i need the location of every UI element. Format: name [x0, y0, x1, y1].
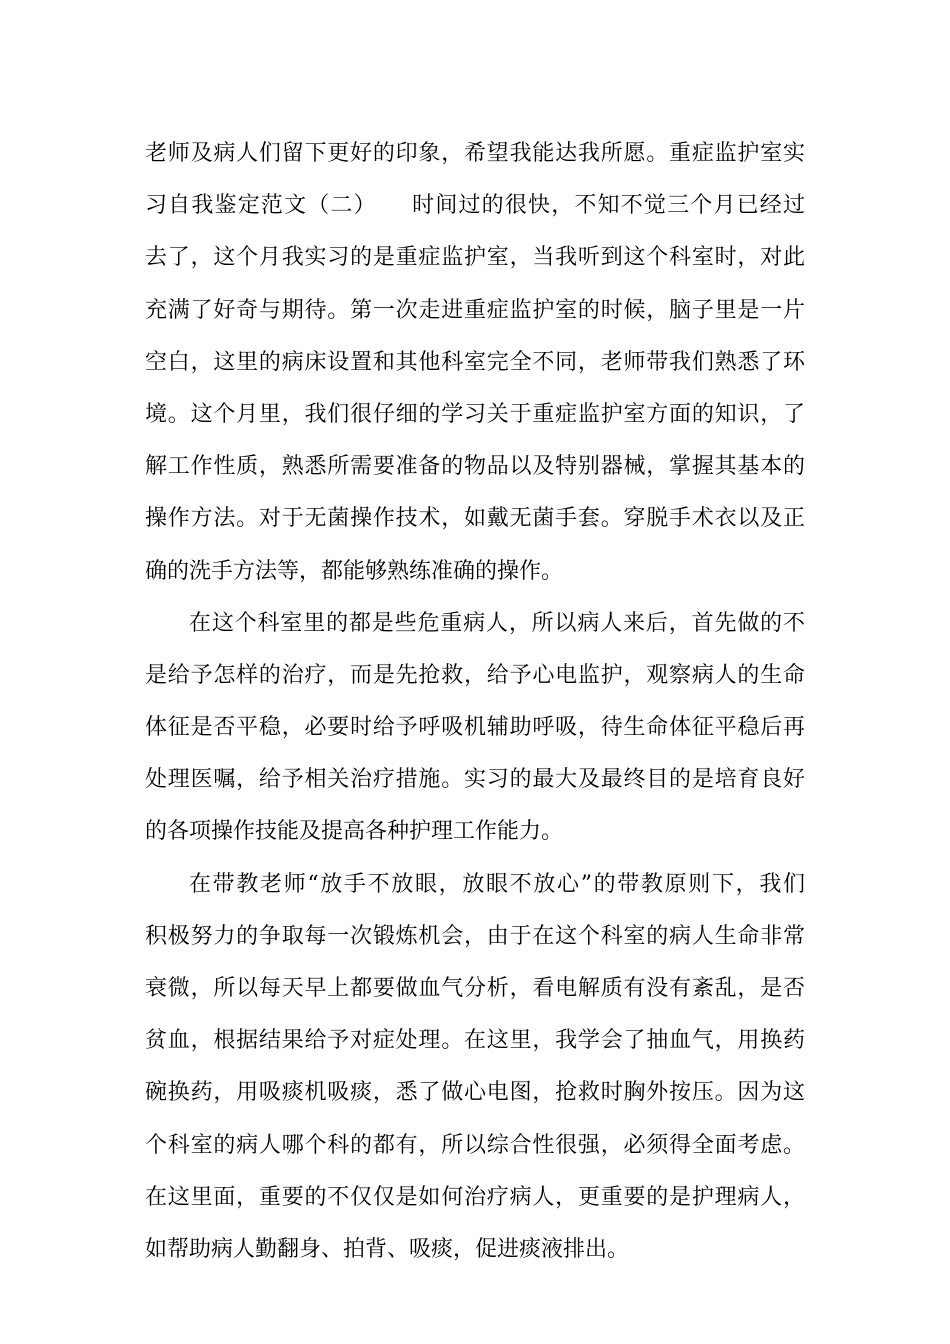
text-line: 在这里面，重要的不仅仅是如何治疗病人，更重要的是护理病人，	[145, 1184, 805, 1210]
text-line: 充满了好奇与期待。第一次走进重症监护室的时候，脑子里是一片	[145, 297, 805, 323]
paragraph-first-line: 在这个科室里的都是些危重病人，所以病人来后，首先做的不	[189, 610, 805, 636]
text-line: 去了，这个月我实习的是重症监护室，当我听到这个科室时，对此	[145, 245, 805, 271]
text-line: 处理医嘱，给予相关治疗措施。实习的最大及最终目的是培育良好	[145, 767, 805, 793]
text-line: 境。这个月里，我们很仔细的学习关于重症监护室方面的知识，了	[145, 401, 805, 427]
document-body	[145, 128, 805, 1276]
text-line: 衰微，所以每天早上都要做血气分析，看电解质有没有紊乱，是否	[145, 976, 805, 1001]
text-line: 确的洗手方法等，都能够熟练准确的操作。	[145, 558, 564, 584]
text-line: 个科室的病人哪个科的都有，所以综合性很强，必须得全面考虑。	[145, 1132, 805, 1158]
text-line: 空白，这里的病床设置和其他科室完全不同，老师带我们熟悉了环	[145, 349, 805, 375]
text-line: 是给予怎样的治疗，而是先抢救，给予心电监护，观察病人的生命	[145, 662, 805, 688]
text-line: 的各项操作技能及提高各种护理工作能力。	[145, 819, 564, 845]
text-line: 积极努力的争取每一次锻炼机会，由于在这个科室的病人生命非常	[145, 923, 805, 949]
text-line: 如帮助病人勤翻身、拍背、吸痰，促进痰液排出。	[145, 1236, 630, 1262]
paragraph-first-line: 在带教老师“放手不放眼，放眼不放心”的带教原则下，我们	[189, 871, 805, 897]
text-line: 体征是否平稳，必要时给予呼吸机辅助呼吸，待生命体征平稳后再	[145, 715, 805, 741]
text-line: 碗换药，用吸痰机吸痰，悉了做心电图，抢救时胸外按压。因为这	[145, 1080, 805, 1106]
text-line: 操作方法。对于无菌操作技术，如戴无菌手套。穿脱手术衣以及正	[145, 506, 805, 532]
text-line: 解工作性质，熟悉所需要准备的物品以及特别器械，掌握其基本的	[145, 454, 805, 480]
text-line: 习自我鉴定范文（二） 时间过的很快，不知不觉三个月已经过	[145, 193, 805, 219]
text-line: 老师及病人们留下更好的印象，希望我能达我所愿。重症监护室实	[145, 141, 805, 166]
text-line: 贫血，根据结果给予对症处理。在这里，我学会了抽血气，用换药	[145, 1028, 805, 1054]
